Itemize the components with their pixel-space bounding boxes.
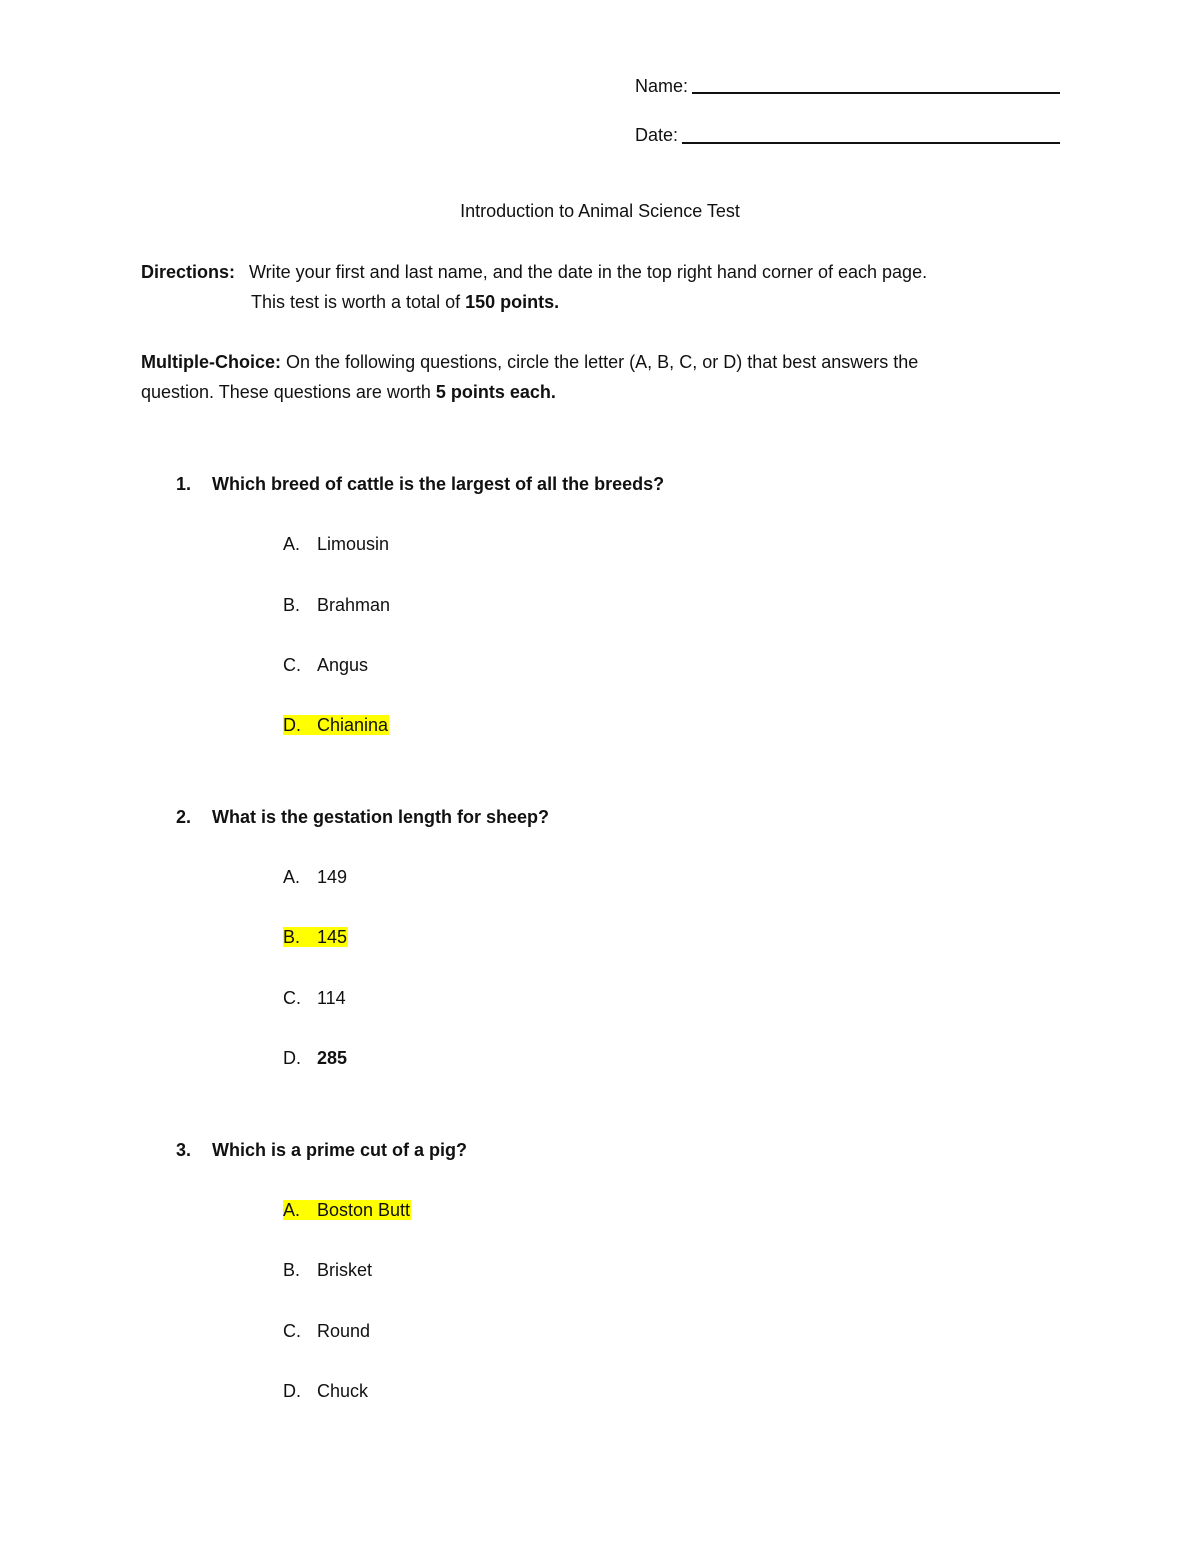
date-label: Date: [635,125,679,145]
answer-highlight: B. 145 [283,927,348,947]
q1-option-d[interactable] [283,713,389,737]
multiple-choice-line-2: question. These questions are worth 5 points each. [141,382,556,402]
directions-line-1: Write your first and last name, and the date in the top right hand corner of each page. [249,262,928,282]
q2-option-b[interactable] [283,925,348,949]
q3-option-c[interactable]: C. Round [283,1321,371,1341]
name-field[interactable] [692,92,1060,94]
multiple-choice-line-1: Multiple-Choice: On the following questions, circle the letter (A, B, C, or D) that best answers the [141,352,919,372]
page-title: Introduction to Animal Science Test [460,201,740,221]
answer-highlight: D. Chianina [283,715,389,735]
question-3: 3. Which is a prime cut of a pig? [176,1140,468,1160]
q1-option-a[interactable]: A. Limousin [283,534,390,554]
date-field[interactable] [682,142,1060,144]
name-label: Name: [635,76,689,96]
q1-option-c[interactable]: C. Angus [283,655,369,675]
directions-label: Directions: [141,262,236,282]
q2-option-d[interactable]: D. 285 [283,1048,348,1068]
q3-option-d[interactable]: D. Chuck [283,1381,369,1401]
question-1: 1. Which breed of cattle is the largest of all the breeds? [176,474,665,494]
answer-highlight: A. Boston Butt [283,1200,411,1220]
directions-block [141,260,235,284]
multiple-choice-label: Multiple-Choice: [141,352,281,372]
q2-option-c[interactable]: C. 114 [283,988,346,1008]
q3-option-a[interactable] [283,1198,411,1222]
directions-line-2: This test is worth a total of 150 points. [251,292,560,312]
question-2: 2. What is the gestation length for sheep? [176,807,550,827]
q2-option-a[interactable]: A. 149 [283,867,348,887]
q1-option-b[interactable]: B. Brahman [283,595,391,615]
q3-option-b[interactable]: B. Brisket [283,1260,373,1280]
